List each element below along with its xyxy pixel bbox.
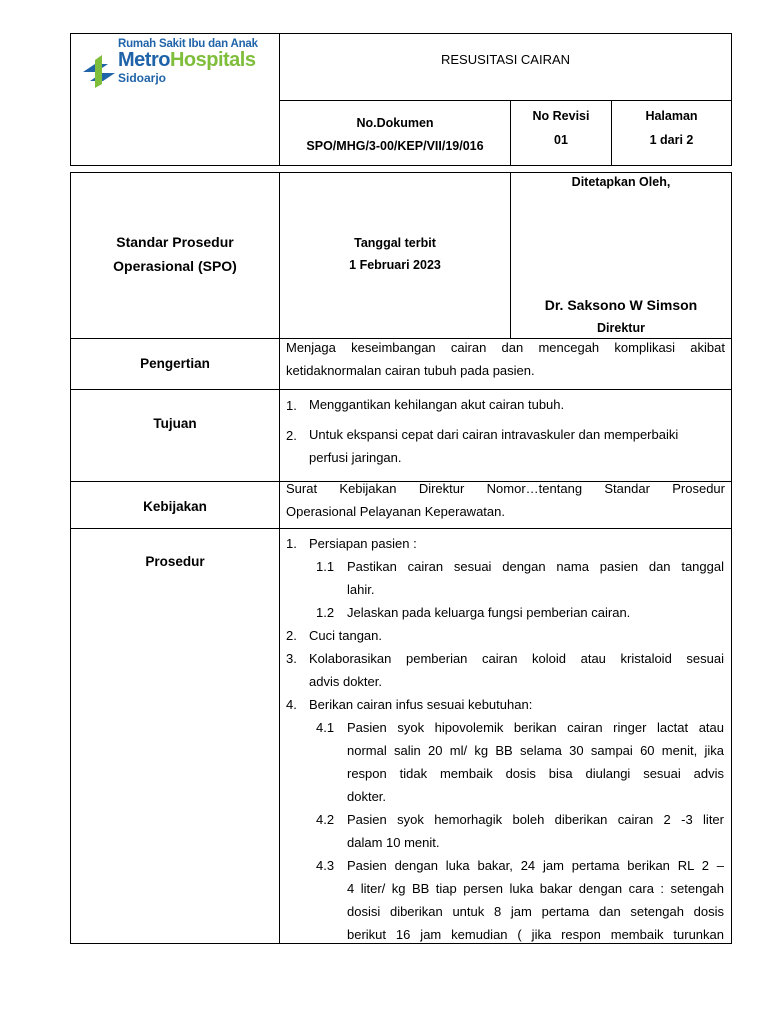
prosedur-text: Cuci tangan.: [309, 628, 382, 643]
border: [731, 172, 732, 944]
prosedur-text: Pasien syok hemorhagik boleh diberikan cairan 2 -3 liter: [347, 812, 724, 827]
logo-hospitals: Hospitals: [169, 49, 256, 71]
prosedur-text: Pastikan cairan sesuai dengan nama pasien dan tanggal: [347, 559, 724, 574]
prosedur-number: 4.2: [316, 812, 335, 827]
cross-logo-icon: [80, 48, 118, 88]
issue-date-label: Tanggal terbit: [354, 236, 436, 250]
prosedur-text: respon tidak membaik dosis bisa diulangi sesuai advis: [347, 766, 724, 781]
prosedur-text: lahir.: [347, 582, 375, 597]
tujuan-item-text: perfusi jaringan.: [309, 450, 402, 465]
logo-metro: Metro: [118, 49, 170, 71]
logo-wordmark: [118, 49, 255, 72]
logo-tagline: Rumah Sakit Ibu dan Anak: [118, 38, 258, 50]
prosedur-number: 2.: [286, 628, 297, 643]
border: [70, 943, 732, 944]
border: [70, 172, 732, 173]
issue-date: [280, 232, 510, 276]
page-label: Halaman: [645, 109, 698, 123]
revision-value: 01: [554, 133, 568, 147]
border: [70, 389, 732, 390]
approver-name: Dr. Saksono W Simson: [544, 297, 698, 313]
prosedur-text: advis dokter.: [309, 674, 382, 689]
logo-city: Sidoarjo: [118, 71, 167, 85]
tujuan-item-number: 1.: [286, 398, 297, 413]
prosedur-number: 1.2: [316, 605, 335, 620]
border: [510, 172, 511, 339]
border: [70, 165, 732, 166]
prosedur-text: normal salin 20 ml/ kg BB selama 30 sampai 60 menit, jika: [347, 743, 724, 758]
prosedur-number: 3.: [286, 651, 297, 666]
border: [70, 33, 71, 166]
tujuan-label: Tujuan: [153, 416, 197, 431]
tujuan-item-text: Menggantikan kehilangan akut cairan tubuh.: [309, 397, 565, 412]
pengertian-text: [286, 336, 725, 382]
kebijakan-text: [286, 477, 725, 523]
border: [731, 33, 732, 166]
doc-number-value: SPO/MHG/3-00/KEP/VII/19/016: [306, 139, 484, 153]
pengertian-line2: ketidaknormalan cairan tubuh pada pasien.: [286, 363, 535, 378]
prosedur-text: Pasien dengan luka bakar, 24 jam pertama berikan RL 2 –: [347, 858, 724, 873]
pengertian-label: Pengertian: [140, 356, 210, 371]
spo-label-line1: Standar Prosedur: [116, 234, 234, 250]
prosedur-number: 4.3: [316, 858, 335, 873]
spo-label: [71, 230, 279, 278]
prosedur-label: Prosedur: [145, 554, 205, 569]
prosedur-text: berikut 16 jam kemudian ( jika respon membaik turunkan: [347, 927, 724, 942]
border: [70, 528, 732, 529]
prosedur-text: dokter.: [347, 789, 387, 804]
prosedur-text: Persiapan pasien :: [309, 536, 417, 551]
prosedur-text: 4 liter/ kg BB tiap persen luka bakar dengan cara : setengah: [347, 881, 724, 896]
prosedur-list: [280, 532, 731, 942]
approved-by-label: Ditetapkan Oleh,: [571, 175, 671, 189]
revision-label: No Revisi: [532, 109, 590, 123]
prosedur-number: 1.1: [316, 559, 335, 574]
tujuan-item-number: 2.: [286, 428, 297, 443]
tujuan-item-text: Untuk ekspansi cepat dari cairan intravaskuler dan memperbaiki: [309, 427, 679, 442]
prosedur-number: 4.1: [316, 720, 335, 735]
kebijakan-label: Kebijakan: [143, 499, 207, 514]
prosedur-number: 1.: [286, 536, 297, 551]
spo-label-line2: Operasional (SPO): [113, 258, 237, 274]
page-value: 1 dari 2: [649, 133, 694, 147]
prosedur-text: Jelaskan pada keluarga fungsi pemberian cairan.: [347, 605, 631, 620]
prosedur-text: Pasien syok hipovolemik berikan cairan ringer lactat atau: [347, 720, 724, 735]
border: [70, 33, 732, 34]
prosedur-text: dalam 10 menit.: [347, 835, 440, 850]
prosedur-number: 4.: [286, 697, 297, 712]
prosedur-text: Berikan cairan infus sesuai kebutuhan:: [309, 697, 533, 712]
pengertian-line1: Menjaga keseimbangan cairan dan mencegah komplikasi akibat: [286, 340, 725, 355]
approver-title: Direktur: [597, 321, 645, 335]
prosedur-text: Kolaborasikan pemberian cairan koloid atau kristaloid sesuai: [309, 651, 724, 666]
doc-number-label: No.Dokumen: [356, 116, 434, 130]
issue-date-value: 1 Februari 2023: [349, 258, 441, 272]
border: [279, 100, 732, 101]
prosedur-text: dosisi diberikan untuk 8 jam pertama dan setengah dosis: [347, 904, 724, 919]
kebijakan-line1: Surat Kebijakan Direktur Nomor…tentang Standar Prosedur: [286, 481, 725, 496]
hospital-logo: [78, 38, 278, 94]
kebijakan-line2: Operasional Pelayanan Keperawatan.: [286, 504, 505, 519]
document-title: RESUSITASI CAIRAN: [440, 52, 571, 67]
